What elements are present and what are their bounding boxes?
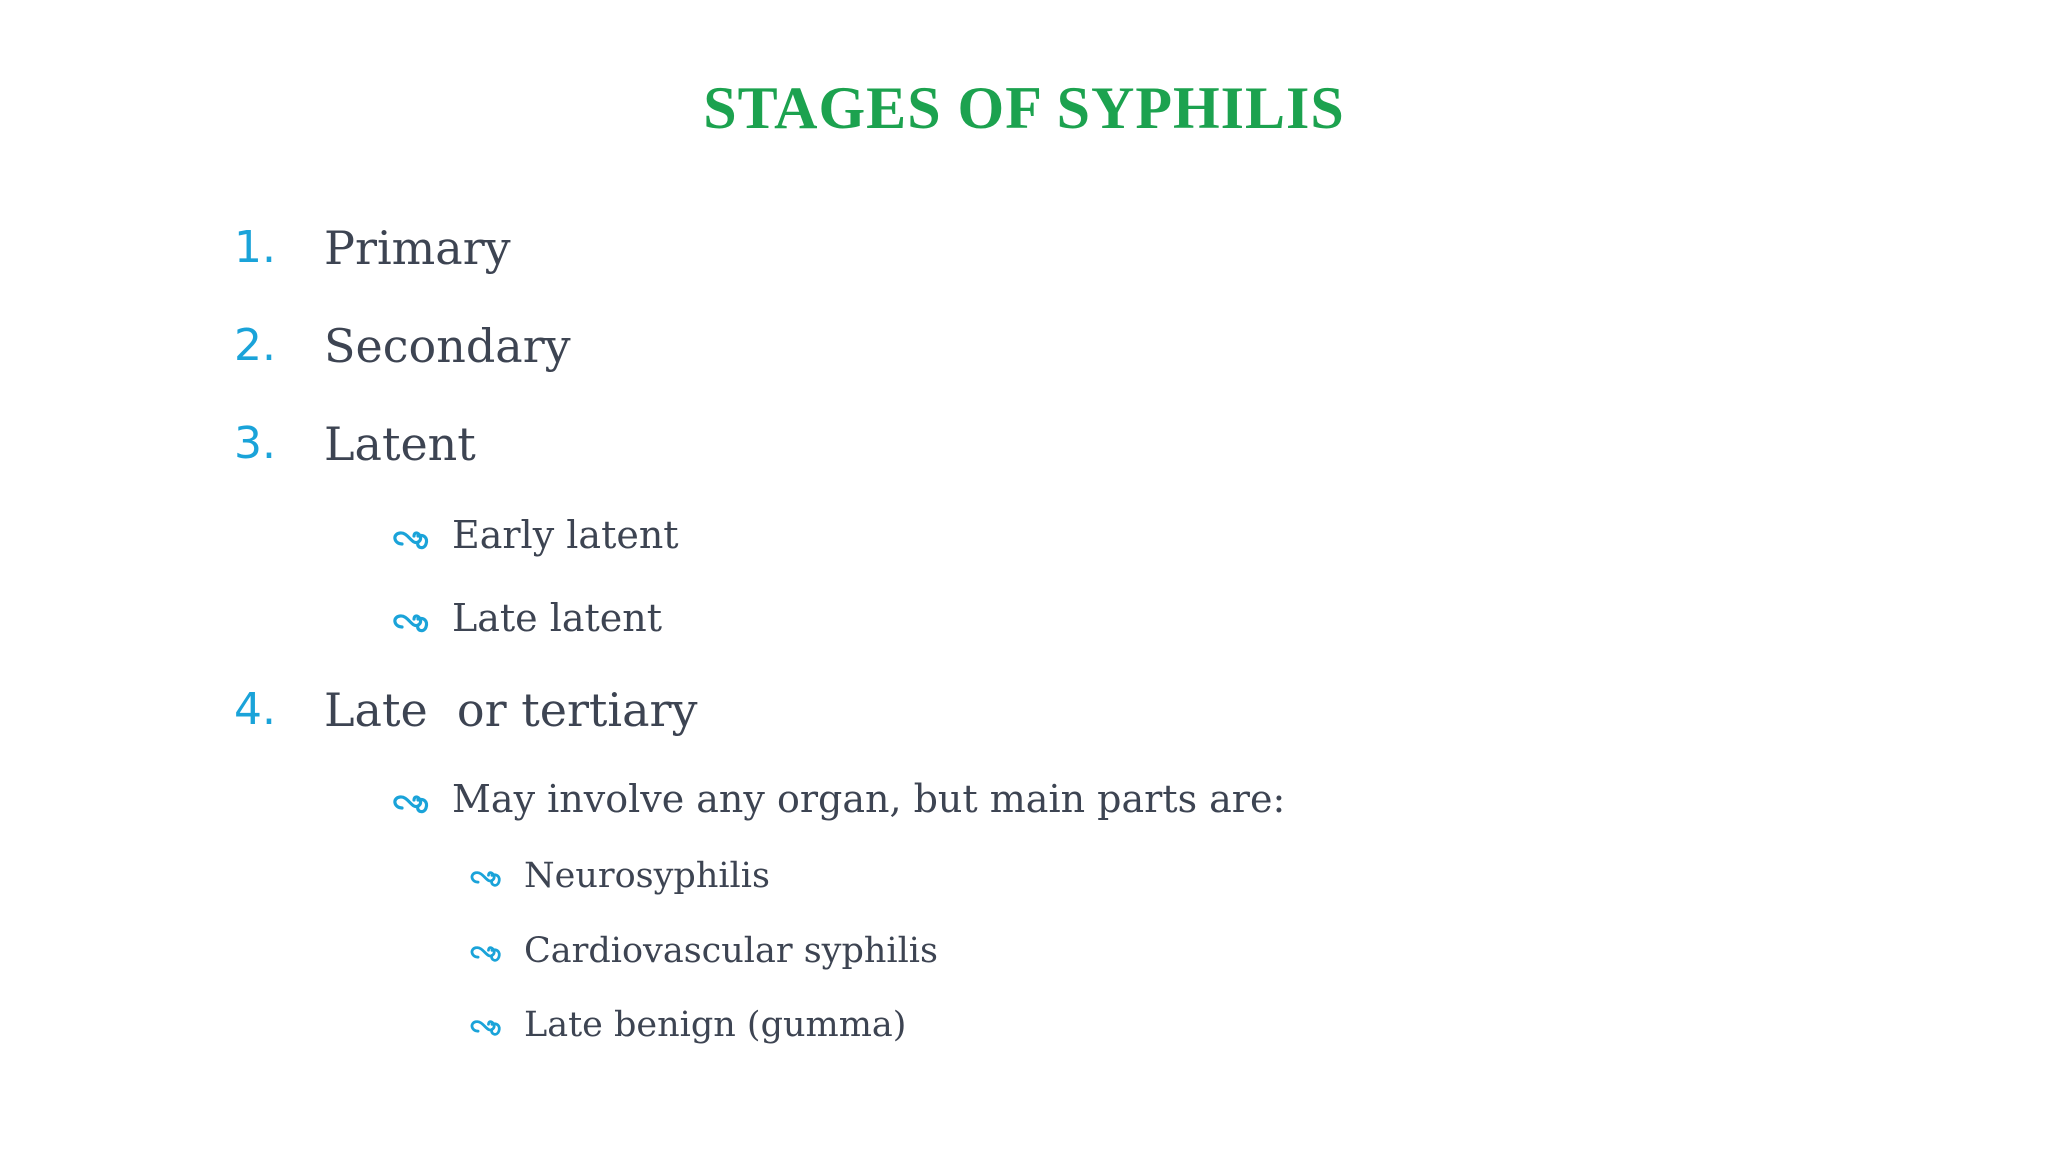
list-number: 3. bbox=[234, 418, 276, 469]
slide-title: STAGES OF SYPHILIS bbox=[703, 75, 1345, 141]
sub-sub-item-label: Cardiovascular syphilis bbox=[524, 931, 938, 971]
curly-loop-bullet-icon bbox=[388, 522, 432, 554]
list-item-label: Late or tertiary bbox=[324, 683, 698, 737]
curly-loop-bullet-icon bbox=[388, 605, 432, 637]
list-item-label: Latent bbox=[324, 417, 476, 471]
curly-loop-bullet-icon bbox=[466, 1012, 504, 1040]
sub-item-label: Late latent bbox=[452, 596, 663, 640]
curly-loop-bullet-icon bbox=[466, 863, 504, 891]
list-number: 1. bbox=[234, 222, 276, 273]
list-number: 2. bbox=[234, 320, 276, 371]
sub-sub-item-label: Late benign (gumma) bbox=[524, 1005, 907, 1045]
sub-item-label: Early latent bbox=[452, 513, 679, 557]
list-number: 4. bbox=[234, 684, 276, 735]
sub-sub-item-label: Neurosyphilis bbox=[524, 856, 770, 896]
curly-loop-bullet-icon bbox=[388, 786, 432, 818]
curly-loop-bullet-icon bbox=[466, 938, 504, 966]
list-item-label: Secondary bbox=[324, 319, 571, 373]
list-item-label: Primary bbox=[324, 221, 511, 275]
sub-item-label: May involve any organ, but main parts are: bbox=[452, 777, 1286, 821]
